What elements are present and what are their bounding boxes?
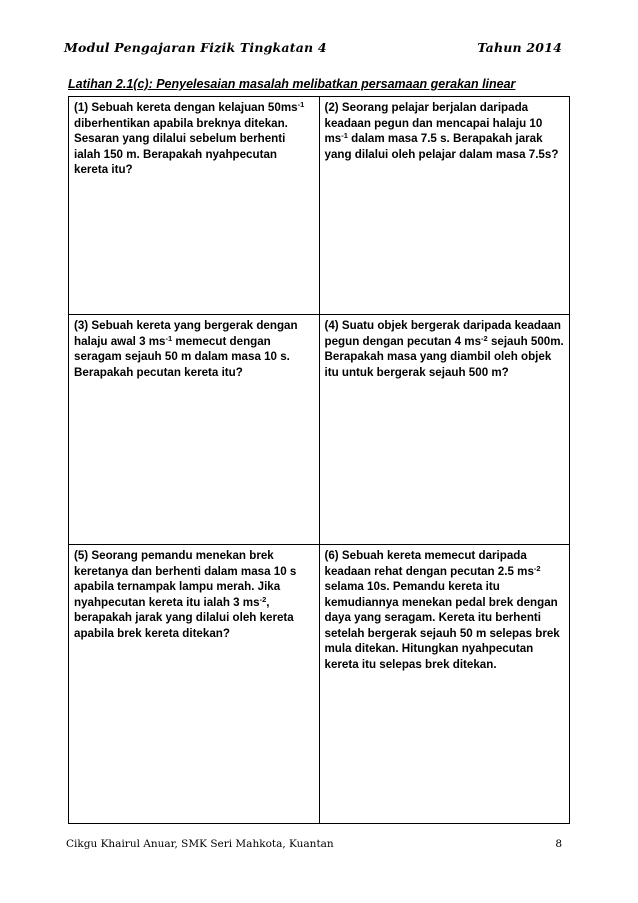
table-row xyxy=(69,97,570,315)
page-number: 8 xyxy=(555,838,562,850)
question-text: diberhentikan apabila breknya ditekan. Sesaran yang dilalui sebelum berhenti ialah 150 m. Berapakah nyahpecutan kereta itu? xyxy=(74,116,288,176)
question-text: (5) Seorang pemandu menekan brek keretanya dan berhenti dalam masa 10 s apabila ternampak lampu merah. Jika nyahpecutan kereta itu ialah 3 ms xyxy=(74,549,297,609)
question-text: (3) Sebuah kereta yang bergerak dengan halaju awal 3 ms xyxy=(74,319,298,348)
question-cell-6 xyxy=(319,545,570,824)
question-text: , berapakah jarak yang dilalui oleh kereta apabila brek kereta ditekan? xyxy=(74,595,294,640)
question-text: dalam masa 7.5 s. Berapakah jarak yang dilalui oleh pelajar dalam masa 7.5s? xyxy=(324,132,559,161)
question-cell-4 xyxy=(319,315,570,545)
question-text: (2) Seorang pelajar berjalan daripada keadaan pegun dan mencapai halaju 10 ms xyxy=(324,101,543,145)
unit-exponent: -2 xyxy=(481,333,488,343)
unit-exponent: -2 xyxy=(533,563,541,573)
question-cell-2 xyxy=(319,97,570,315)
question-cell-1 xyxy=(69,97,320,315)
module-title: Modul Pengajaran Fizik Tingkatan 4 xyxy=(64,40,327,55)
question-text: (1) Sebuah kereta dengan kelajuan 50ms xyxy=(74,101,298,114)
table-row xyxy=(69,545,570,824)
unit-exponent: -1 xyxy=(165,333,173,343)
unit-exponent: -1 xyxy=(297,100,305,109)
unit-exponent: -1 xyxy=(341,131,348,140)
unit-exponent: -2 xyxy=(259,594,267,604)
question-text: memecut dengan seragam sejauh 50 m dalam masa 10 s. Berapakah pecutan kereta itu? xyxy=(74,334,290,379)
question-text: sejauh 500m. Berapakah masa yang diambil oleh objek itu untuk bergerak sejauh 500 m? xyxy=(324,334,564,379)
question-text: (4) Suatu objek bergerak daripada keadaan pegun dengan pecutan 4 ms xyxy=(324,319,561,348)
question-cell-3 xyxy=(69,315,320,545)
footer-author: Cikgu Khairul Anuar, SMK Seri Mahkota, Kuantan xyxy=(66,838,334,850)
exercise-title: Latihan 2.1(c): Penyelesaian masalah melibatkan persamaan gerakan linear xyxy=(68,77,516,91)
question-table xyxy=(68,96,570,824)
year-label: Tahun 2014 xyxy=(477,40,562,55)
question-cell-5 xyxy=(69,545,320,824)
question-text: (6) Sebuah kereta memecut daripada keadaan rehat dengan pecutan 2.5 ms xyxy=(324,549,534,578)
table-row xyxy=(69,315,570,545)
question-text: selama 10s. Pemandu kereta itu kemudiannya menekan pedal brek dengan daya yang seragam. Kereta itu berhenti setelah bergerak sejauh 50 m selepas brek mula ditekan. Hitungkan nyahpecutan kereta itu selepas brek ditekan. xyxy=(324,580,560,671)
